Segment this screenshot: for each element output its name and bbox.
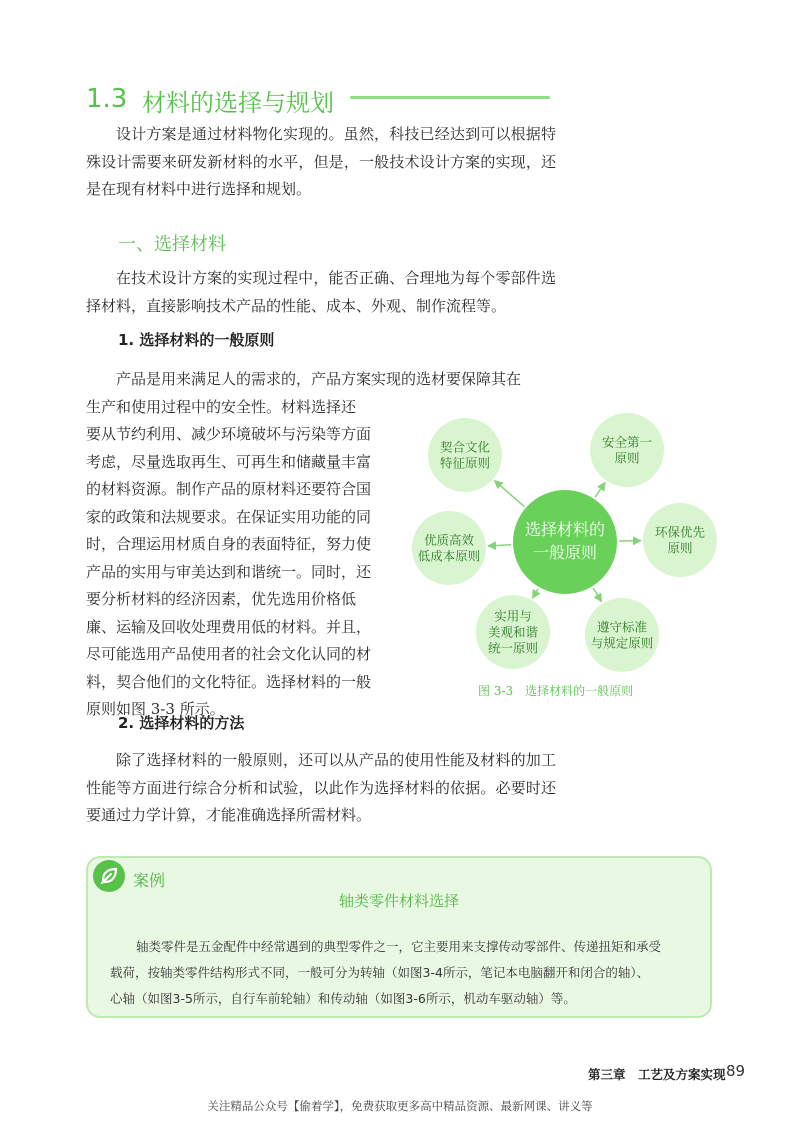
principles-line: 要从节约利用、减少环境破坏与污染等方面 xyxy=(86,425,372,443)
node-label-culture: 契合文化 xyxy=(439,439,491,455)
heading-rule xyxy=(350,96,550,99)
case-title: 轴类零件材料选择 xyxy=(338,892,459,910)
diagram-arrow-cost xyxy=(488,545,511,546)
node-label-cost: 优质高效 xyxy=(423,532,475,548)
node-label-culture: 特征原则 xyxy=(439,455,491,471)
center-label-line1: 选择材料的 xyxy=(524,520,606,539)
node-label-cost: 低成本原则 xyxy=(417,548,481,564)
principles-line: 时，合理运用材质自身的表面特征，努力使 xyxy=(86,535,372,553)
diagram-arrow-culture xyxy=(494,481,524,507)
case-body xyxy=(110,934,698,1012)
subsection-title: 一、选择材料 xyxy=(118,234,226,255)
principles-heading: 1. 选择材料的一般原则 xyxy=(118,331,275,349)
center-label-line2: 一般原则 xyxy=(532,543,598,562)
principles-line: 家的政策和法规要求。在保证实用功能的同 xyxy=(86,507,372,526)
section-number: 1.3 xyxy=(86,84,128,114)
principles-line: 产品的实用与审美达到和谐统一。同时，还 xyxy=(86,562,372,581)
center-circle xyxy=(513,490,617,594)
diagram-node-law xyxy=(585,598,659,672)
principles-line: 要分析材料的经济因素，优先选用价格低 xyxy=(86,590,357,608)
diagram-node-safety xyxy=(590,413,664,487)
principles-line: 原则如图 3-3 所示。 xyxy=(86,700,225,718)
intro-paragraph: 设计方案是通过材料物化实现的。虽然，科技已经达到可以根据特殊设计需要来研发新材料的水平，但是，一般技术设计方案的实现，还是在现有材料中进行选择和规划。 xyxy=(86,125,556,198)
subsection-intro: 在技术设计方案的实现过程中，能否正确、合理地为每个零部件选择材料，直接影响技术产品的性能、成本、外观、制作流程等。 xyxy=(86,269,556,315)
case-line: 轴类零件是五金配件中经常遇到的典型零件之一，它主要用来支撑传动零部件、传递扭矩和承受 xyxy=(136,939,662,954)
diagram-arrow-harmony xyxy=(533,589,538,598)
node-label-eco: 原则 xyxy=(667,540,693,556)
diagram-center-node xyxy=(513,490,617,594)
case-line: 载荷，按轴类零件结构形式不同，一般可分为转轴（如图3-4所示，笔记本电脑翻开和闭合的轴）、 xyxy=(110,965,650,980)
methods-heading: 2. 选择材料的方法 xyxy=(118,714,245,732)
node-label-law: 与规定原则 xyxy=(590,635,654,651)
diagram-node-eco xyxy=(643,503,717,577)
page-number: 89 xyxy=(726,1062,746,1080)
principles-line: 考虑，尽量选取再生、可再生和储藏量丰富 xyxy=(86,452,372,471)
node-label-safety: 安全第一 xyxy=(601,434,653,450)
node-label-safety: 原则 xyxy=(614,450,640,466)
case-label: 案例 xyxy=(133,871,166,890)
principles-diagram xyxy=(405,400,725,680)
figure-caption: 图 3-3 选择材料的一般原则 xyxy=(478,684,634,698)
node-label-harmony: 美观和谐 xyxy=(487,624,539,640)
node-label-eco: 环保优先 xyxy=(654,524,706,540)
leaf-icon xyxy=(93,860,125,892)
principles-line: 尽可能选用产品使用者的社会文化认同的材 xyxy=(86,645,372,663)
diagram-node-cost xyxy=(412,511,486,585)
diagram-node-culture xyxy=(428,418,502,492)
case-line: 心轴（如图3-5所示，自行车前轮轴）和传动轴（如图3-6所示，机动车驱动轴）等。 xyxy=(110,991,576,1006)
methods-paragraph: 除了选择材料的一般原则，还可以从产品的使用性能及材料的加工性能等方面进行综合分析和试验，以此作为选择材料的依据。必要时还要通过力学计算，才能准确选择所需材料。 xyxy=(86,751,556,824)
principles-line: 生产和使用过程中的安全性。材料选择还 xyxy=(86,397,357,416)
principles-line: 廉、运输及回收处理费用低的材料。并且， xyxy=(86,617,372,636)
diagram-arrow-law xyxy=(593,588,601,602)
node-label-law: 遵守标准 xyxy=(596,619,648,635)
section-title: 材料的选择与规划 xyxy=(142,89,334,117)
diagram-arrow-safety xyxy=(595,482,605,497)
footer-notice: 关注精品公众号【偷着学】，免费获取更多高中精品资源、最新网课、讲义等 xyxy=(207,1099,593,1113)
principles-line: 产品是用来满足人的需求的，产品方案实现的选材要保障其在 xyxy=(116,370,522,388)
principles-line: 料，契合他们的文化特征。选择材料的一般 xyxy=(86,672,372,691)
diagram-node-harmony xyxy=(476,595,550,669)
principles-line: 的材料资源。制作产品的原材料还要符合国 xyxy=(86,480,372,498)
node-label-harmony: 实用与 xyxy=(494,608,532,624)
footer-chapter: 第三章 工艺及方案实现 xyxy=(588,1067,726,1082)
node-label-harmony: 统一原则 xyxy=(487,640,539,656)
